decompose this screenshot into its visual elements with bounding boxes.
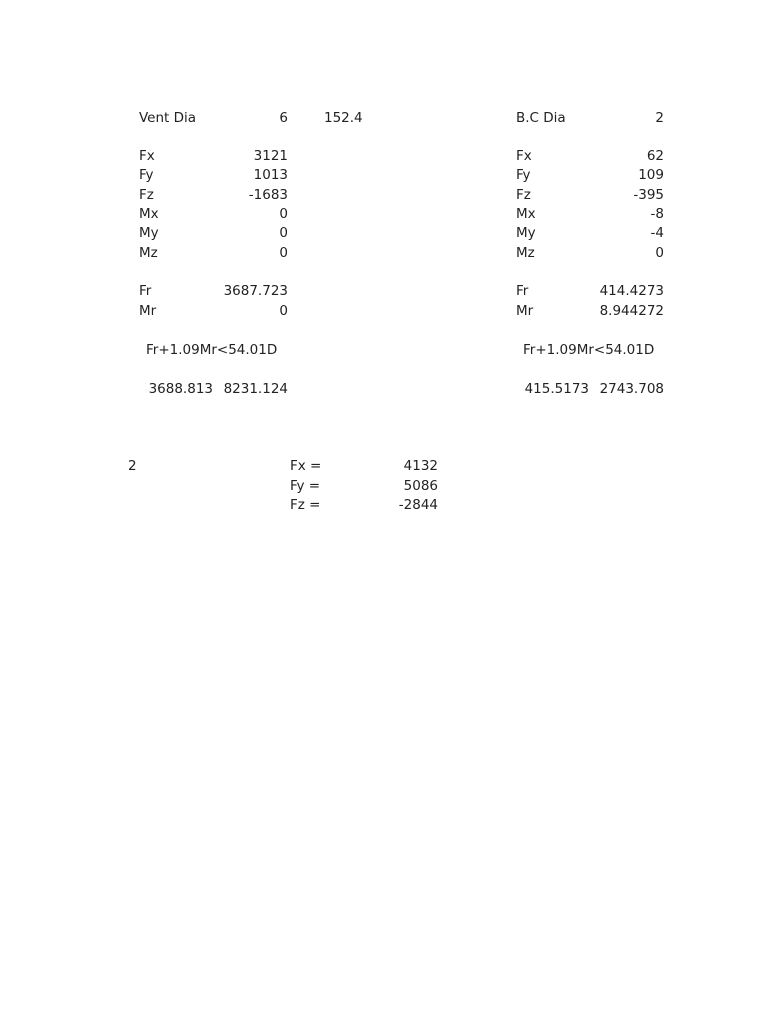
right-result-rhs: 2743.708 — [599, 381, 664, 397]
right-mx-value: -8 — [650, 206, 664, 222]
left-fx-value: 3121 — [253, 148, 288, 164]
bottom-fz-label: Fz = — [290, 497, 321, 513]
left-fr-value: 3687.723 — [223, 283, 288, 299]
left-mx-value: 0 — [279, 206, 288, 222]
left-fz-value: -1683 — [248, 187, 288, 203]
right-fy-label: Fy — [516, 167, 531, 183]
vent-dia-mm: 152.4 — [324, 110, 363, 126]
right-mr-value: 8.944272 — [599, 303, 664, 319]
bottom-fy-value: 5086 — [403, 478, 438, 494]
right-my-value: -4 — [650, 225, 664, 241]
right-formula: Fr+1.09Mr<54.01D — [523, 342, 655, 358]
left-fx-label: Fx — [139, 148, 155, 164]
left-mr-label: Mr — [139, 303, 157, 319]
right-fr-value: 414.4273 — [599, 283, 664, 299]
bottom-index: 2 — [128, 458, 137, 474]
left-result-lhs: 3688.813 — [148, 381, 213, 397]
bottom-fx-label: Fx = — [290, 458, 322, 474]
left-fy-label: Fy — [139, 167, 154, 183]
right-result-lhs: 415.5173 — [524, 381, 589, 397]
right-my-label: My — [516, 225, 536, 241]
right-mx-label: Mx — [516, 206, 536, 222]
bottom-fz-value: -2844 — [398, 497, 438, 513]
left-mr-value: 0 — [279, 303, 288, 319]
right-mz-value: 0 — [655, 245, 664, 261]
right-fz-label: Fz — [516, 187, 531, 203]
left-fy-value: 1013 — [253, 167, 288, 183]
right-fx-label: Fx — [516, 148, 532, 164]
left-fr-label: Fr — [139, 283, 152, 299]
right-fx-value: 62 — [646, 148, 664, 164]
bc-dia-value: 2 — [655, 110, 664, 126]
left-result-rhs: 8231.124 — [223, 381, 288, 397]
left-fz-label: Fz — [139, 187, 154, 203]
vent-dia-label: Vent Dia — [139, 110, 197, 126]
right-fr-label: Fr — [516, 283, 529, 299]
bottom-fx-value: 4132 — [403, 458, 438, 474]
right-fy-value: 109 — [638, 167, 664, 183]
left-mz-label: Mz — [139, 245, 158, 261]
left-my-value: 0 — [279, 225, 288, 241]
bc-dia-label: B.C Dia — [516, 110, 566, 126]
left-mz-value: 0 — [279, 245, 288, 261]
vent-dia-value: 6 — [279, 110, 288, 126]
left-my-label: My — [139, 225, 159, 241]
left-formula: Fr+1.09Mr<54.01D — [146, 342, 278, 358]
bottom-fy-label: Fy = — [290, 478, 321, 494]
right-mz-label: Mz — [516, 245, 535, 261]
right-fz-value: -395 — [633, 187, 664, 203]
right-mr-label: Mr — [516, 303, 534, 319]
left-mx-label: Mx — [139, 206, 159, 222]
